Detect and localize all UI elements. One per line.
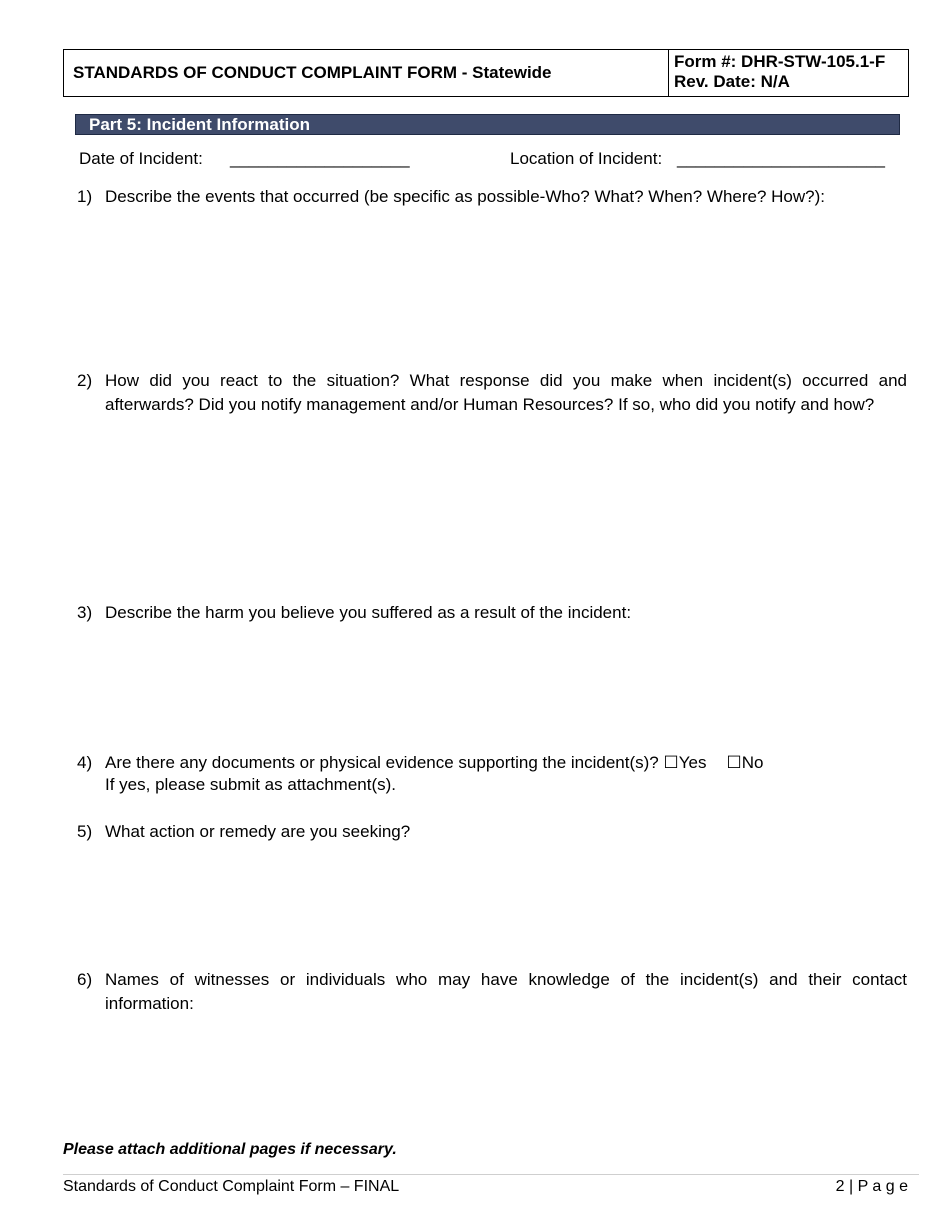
question-text: How did you react to the situation? What response did you make when incident(s) occurred and afterwards? Did you notify management and/or Human Resources? If so, who did you notify and how? [105, 371, 907, 414]
form-number: Form #: DHR-STW-105.1-F [674, 52, 886, 71]
question-number: 5) [77, 822, 93, 841]
location-of-incident-label: Location of Incident: [510, 149, 663, 168]
question-2 [77, 369, 907, 417]
question-text: Are there any documents or physical evidence supporting the incident(s)? [105, 753, 659, 772]
date-of-incident-field[interactable]: ___________________ [230, 149, 410, 168]
page-number: 2 | P a g e [835, 1178, 908, 1195]
question-text: Describe the harm you believe you suffered as a result of the incident: [105, 603, 632, 622]
form-header [63, 49, 909, 97]
question-number: 2) [77, 371, 93, 390]
yes-checkbox[interactable]: ☐Yes [663, 753, 707, 772]
form-title: STANDARDS OF CONDUCT COMPLAINT FORM - Statewide [64, 50, 669, 96]
question-text: Names of witnesses or individuals who may have knowledge of the incident(s) and their contact information: [105, 970, 907, 1013]
date-of-incident-label: Date of Incident: [79, 149, 203, 168]
location-of-incident-field[interactable]: ______________________ [677, 149, 886, 168]
no-checkbox[interactable]: ☐No [726, 753, 764, 772]
question-number: 4) [77, 753, 93, 772]
section-title: Part 5: Incident Information [75, 114, 900, 135]
footer-divider [63, 1174, 919, 1175]
question-3 [77, 601, 907, 625]
rev-date: Rev. Date: N/A [674, 72, 790, 91]
question-subtext: If yes, please submit as attachment(s). [105, 775, 397, 794]
question-text: Describe the events that occurred (be specific as possible-Who? What? When? Where? How?): [105, 187, 825, 206]
question-5 [77, 820, 907, 844]
question-text: What action or remedy are you seeking? [105, 822, 411, 841]
question-6 [77, 968, 907, 1016]
question-1 [77, 185, 907, 209]
question-number: 3) [77, 603, 93, 622]
attach-note: Please attach additional pages if necessary. [63, 1141, 397, 1158]
question-number: 1) [77, 187, 93, 206]
question-number: 6) [77, 970, 93, 989]
question-4 [77, 752, 907, 796]
form-meta [669, 50, 908, 96]
footer-left: Standards of Conduct Complaint Form – FINAL [63, 1178, 400, 1195]
